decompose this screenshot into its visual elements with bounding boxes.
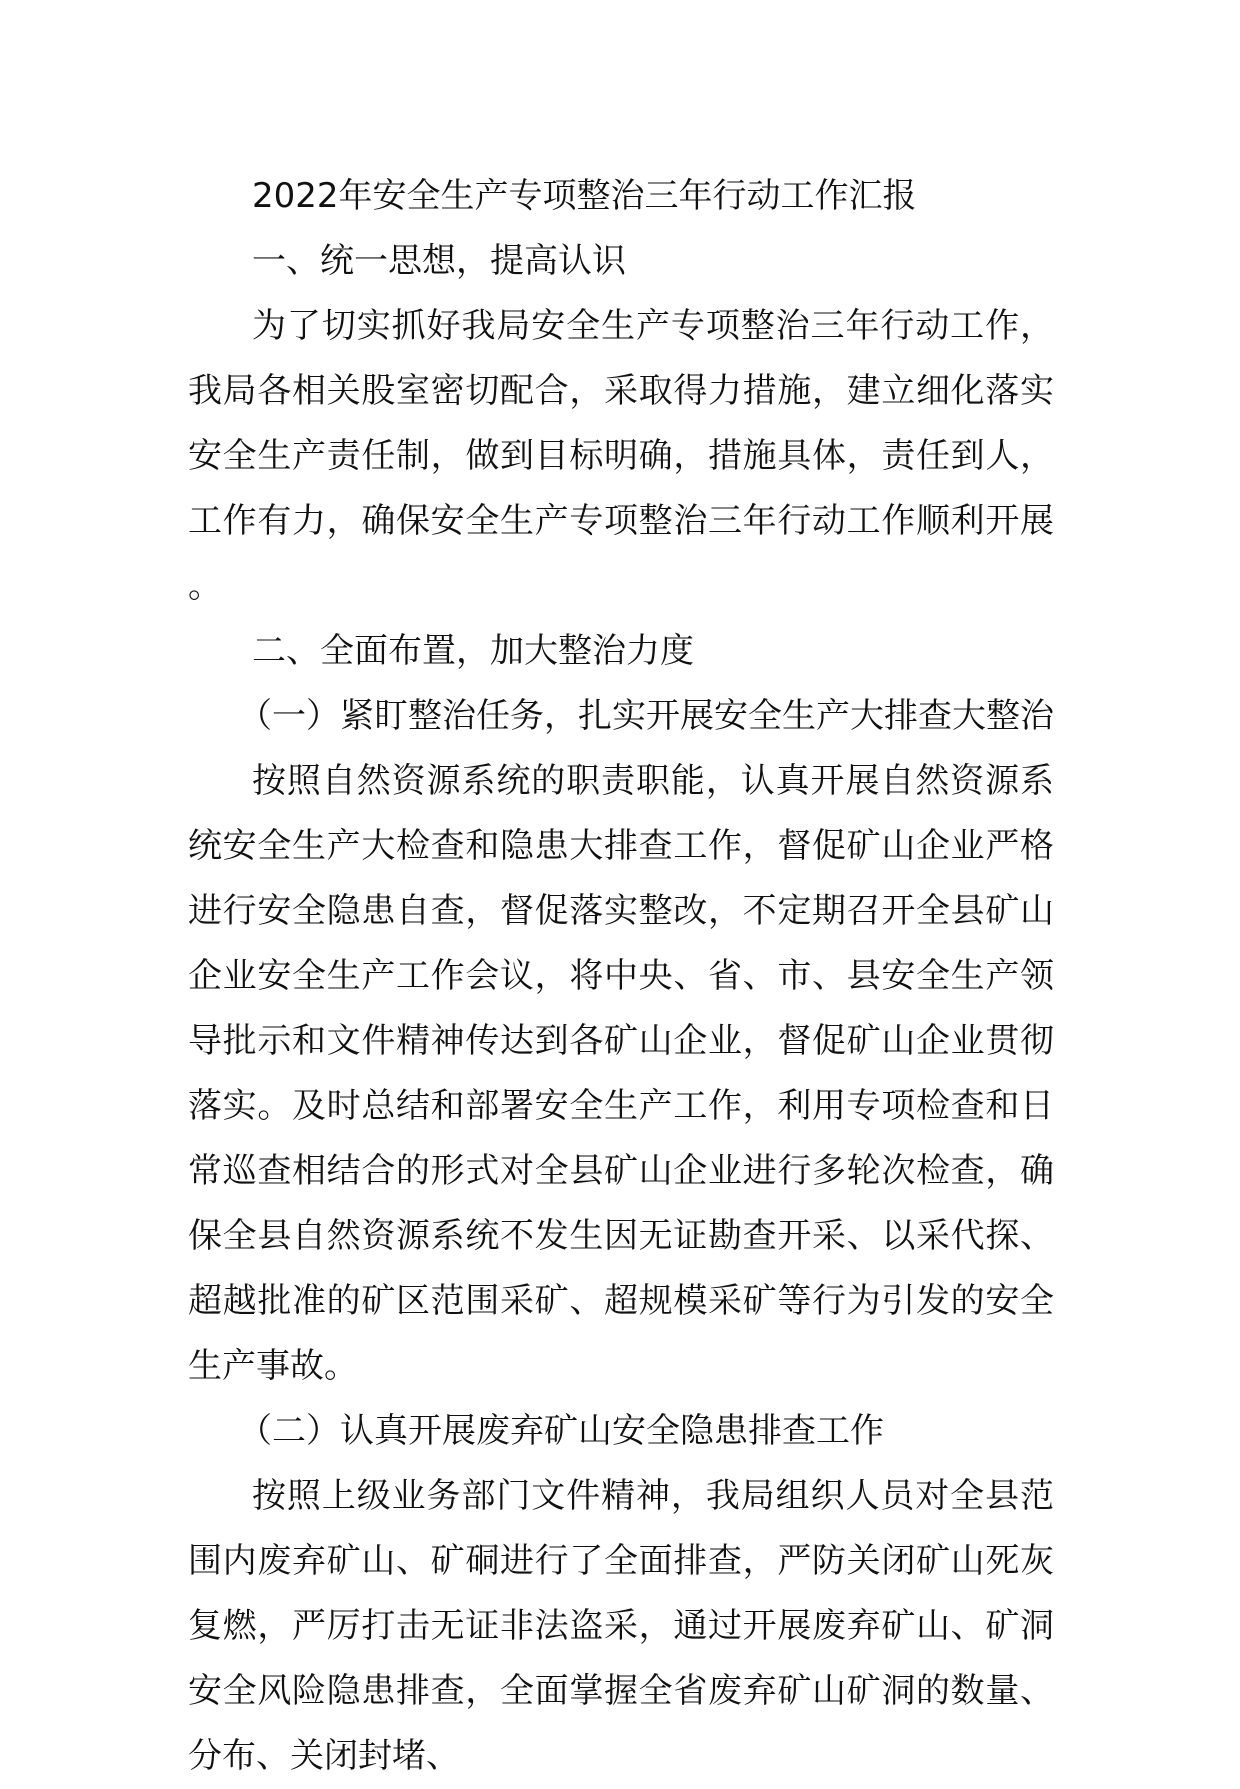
document-title: 2022年安全生产专项整治三年行动工作汇报	[252, 176, 917, 216]
section-heading-1: 一、统一思想，提高认识	[252, 241, 626, 281]
paragraph: 为了切实抓好我局安全生产专项整治三年行动工作，我局各相关股室密切配合，采取得力措施，建立细化落实安全生产责任制，做到目标明确，措施具体，责任到人，工作有力，确保安全生产专项整治三年行动工作顺利开展。	[188, 306, 1054, 606]
section-heading-2: 二、全面布置，加大整治力度	[252, 631, 694, 671]
subsection-heading-1: （一）紧盯整治任务，扎实开展安全生产大排查大整治	[238, 696, 1054, 736]
subsection-heading-2: （二）认真开展废弃矿山安全隐患排查工作	[238, 1411, 884, 1451]
document-body	[188, 164, 1054, 1789]
paragraph: 按照上级业务部门文件精神，我局组织人员对全县范围内废弃矿山、矿硐进行了全面排查，严防关闭矿山死灰复燃，严厉打击无证非法盗采，通过开展废弃矿山、矿洞安全风险隐患排查，全面掌握全省废弃矿山矿洞的数量、分布、关闭封堵、	[188, 1476, 1054, 1776]
paragraph: 按照自然资源系统的职责职能，认真开展自然资源系统安全生产大检查和隐患大排查工作，督促矿山企业严格进行安全隐患自查，督促落实整改，不定期召开全县矿山企业安全生产工作会议，将中央、省、市、县安全生产领导批示和文件精神传达到各矿山企业，督促矿山企业贯彻落实。及时总结和部署安全生产工作，利用专项检查和日常巡查相结合的形式对全县矿山企业进行多轮次检查，确保全县自然资源系统不发生因无证勘查开采、以采代探、超越批准的矿区范围采矿、超规模采矿等行为引发的安全生产事故。	[188, 761, 1054, 1386]
